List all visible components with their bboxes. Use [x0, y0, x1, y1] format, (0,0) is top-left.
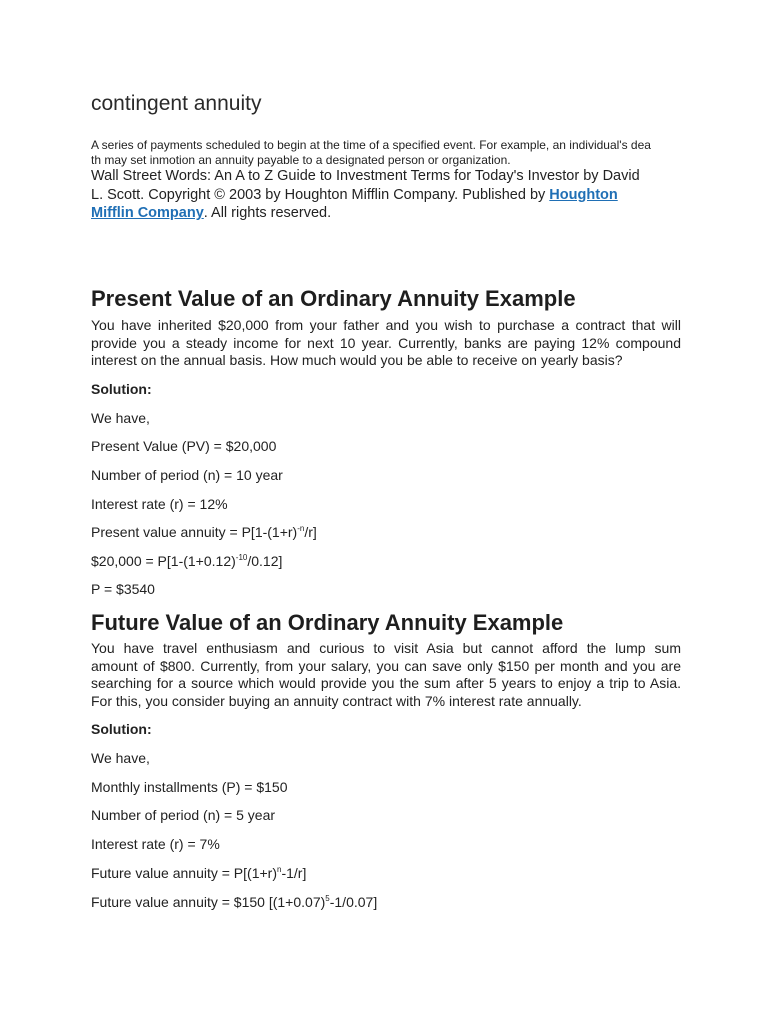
- formula-tail: -1/r]: [281, 865, 307, 881]
- citation-line: [91, 186, 681, 205]
- citation-text: L. Scott. Copyright © 2003 by Houghton Mifflin Company. Published by: [91, 186, 550, 203]
- present-value-calculation: [91, 552, 282, 570]
- we-have-text: We have,: [91, 410, 150, 426]
- formula-exponent: n: [277, 865, 282, 874]
- problem-line: interest on the annual basis. How much would you be able to receive on yearly basis?: [91, 352, 623, 368]
- definition-line: th may set inmotion an annuity payable to a designated person or organization.: [91, 153, 511, 167]
- problem-line: You have inherited $20,000 from your father and you wish to purchase a contract that will: [91, 317, 681, 333]
- problem-line: provide you a steady income for next 10 year. Currently, banks are paying 12% compound: [91, 334, 681, 351]
- solution-label: Solution:: [91, 381, 152, 397]
- citation-line: Wall Street Words: An A to Z Guide to Investment Terms for Today's Investor by David: [91, 168, 640, 184]
- term-heading: contingent annuity: [91, 92, 262, 115]
- rate-given: Interest rate (r) = 12%: [91, 496, 228, 512]
- formula-tail: /r]: [304, 524, 317, 540]
- calc-base: Future value annuity = $150 [(1+0.07): [91, 894, 326, 910]
- period-given: Number of period (n) = 10 year: [91, 467, 283, 483]
- calc-base: $20,000 = P[1-(1+0.12): [91, 553, 236, 569]
- citation-text: . All rights reserved.: [203, 205, 332, 221]
- problem-line: amount of $800. Currently, from your salary, you can save only $150 per month and you are: [91, 657, 681, 674]
- future-value-formula: [91, 864, 306, 882]
- calc-tail: /0.12]: [247, 553, 283, 569]
- present-value-result: P = $3540: [91, 581, 155, 597]
- citation-line: [91, 204, 681, 223]
- rate-given: Interest rate (r) = 7%: [91, 836, 220, 852]
- definition-line: A series of payments scheduled to begin at the time of a specified event. For example, an individual's dea: [91, 138, 651, 152]
- publisher-link[interactable]: Mifflin Company: [91, 205, 204, 221]
- future-value-calculation: [91, 893, 377, 911]
- problem-line: For this, you consider buying an annuity contract with 7% interest rate annually.: [91, 692, 582, 709]
- term-definition: [91, 138, 681, 168]
- formula-exponent: -n: [297, 524, 305, 533]
- solution-label: Solution:: [91, 721, 152, 737]
- present-value-problem: [91, 317, 681, 370]
- publisher-link[interactable]: Houghton: [549, 186, 618, 203]
- present-value-formula: [91, 523, 317, 541]
- installment-given: Monthly installments (P) = $150: [91, 779, 288, 795]
- calc-exponent: -10: [235, 553, 248, 562]
- we-have-text: We have,: [91, 750, 150, 766]
- present-value-title: Present Value of an Ordinary Annuity Example: [91, 286, 576, 311]
- future-value-problem: [91, 640, 681, 710]
- present-value-given: Present Value (PV) = $20,000: [91, 438, 277, 454]
- problem-line: searching for a source which would provide you the sum after 5 years to enjoy a trip to Asia.: [91, 675, 681, 691]
- source-citation: [91, 167, 681, 223]
- period-given: Number of period (n) = 5 year: [91, 807, 276, 823]
- formula-base: Future value annuity = P[(1+r): [91, 865, 277, 881]
- future-value-title: Future Value of an Ordinary Annuity Example: [91, 610, 564, 635]
- problem-line: You have travel enthusiasm and curious to visit Asia but cannot afford the lump sum: [91, 640, 681, 656]
- calc-exponent: 5: [325, 894, 330, 903]
- formula-base: Present value annuity = P[1-(1+r): [91, 524, 298, 540]
- calc-tail: -1/0.07]: [329, 894, 378, 910]
